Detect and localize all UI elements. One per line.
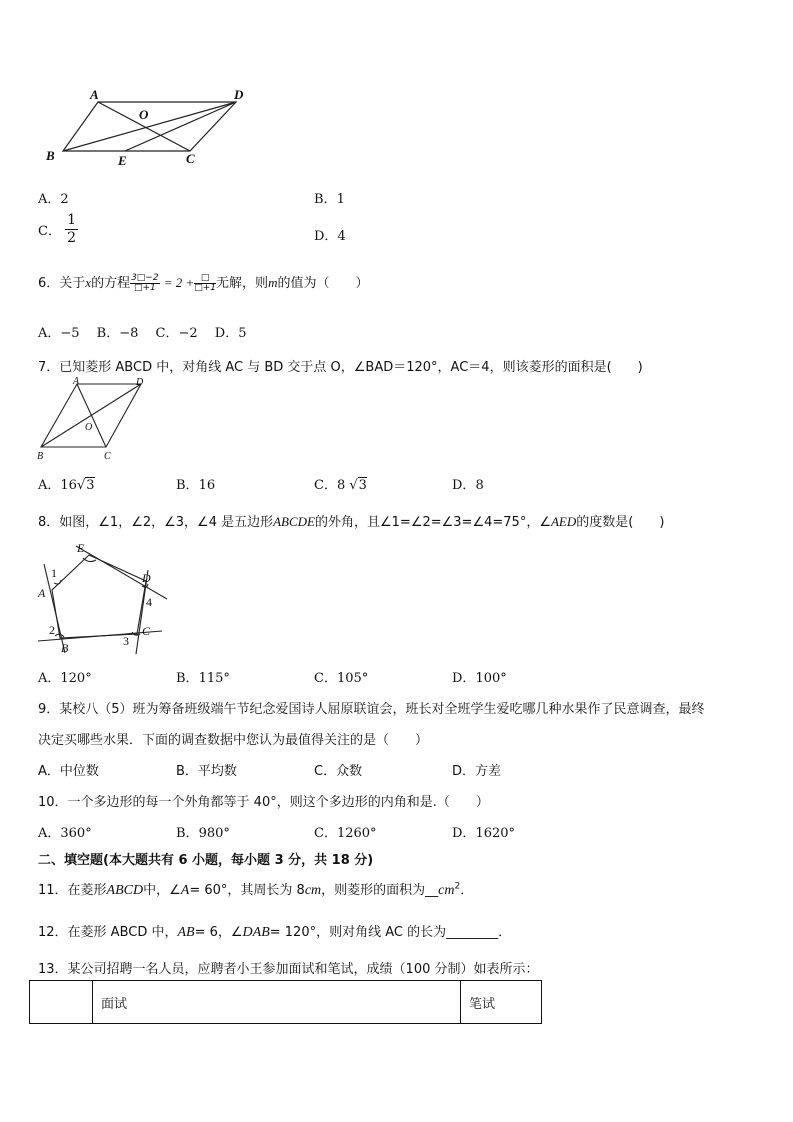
fig8-label-B: B (61, 641, 69, 655)
q9-option-b[interactable]: B．平均数 (176, 764, 237, 779)
q5-option-b[interactable]: B．1 (314, 192, 345, 207)
fig5-label-C: C (186, 151, 195, 166)
fig8-label-A: A (38, 586, 46, 600)
section-heading-fill-in: 二、填空题(本大题共有 6 小题，每小题 3 分，共 18 分) (38, 853, 374, 868)
fig7-label-B: B (37, 451, 44, 462)
fig5-label-A: A (90, 87, 99, 102)
figure-q7-rhombus (34, 376, 154, 462)
q10-option-d[interactable]: D．1620° (452, 826, 516, 841)
fig8-label-4: 4 (146, 595, 152, 609)
table-cell-written: 笔试 (461, 981, 542, 1024)
fig8-label-3: 3 (123, 634, 129, 648)
fig7-label-D: D (136, 377, 144, 388)
score-table (29, 980, 542, 1024)
fig5-label-D: D (234, 87, 244, 102)
fig8-label-1: 1 (51, 566, 57, 580)
question-7: 7．已知菱形 ABCD 中，对角线 AC 与 BD 交于点 O，∠BAD＝120°，AC＝4，则该菱形的面积是( ) (38, 360, 643, 375)
q6-options[interactable]: A．−5 B．−8 C．−2 D．5 (38, 326, 247, 341)
q10-option-b[interactable]: B．980° (176, 826, 230, 841)
fig7-label-C: C (104, 451, 111, 462)
question-11: 11．在菱形ABCD中，∠A= 60°，其周长为 8cm，则菱形的面积为$\_\_cm^2$． (38, 881, 474, 898)
q9-option-d[interactable]: D．方差 (452, 764, 502, 779)
q8-option-d[interactable]: D．100° (452, 671, 507, 686)
fig8-label-E: E (77, 541, 85, 555)
fig5-label-B: B (46, 148, 55, 163)
q10-option-a[interactable]: A．360° (38, 826, 92, 841)
fig8-label-D: D (142, 571, 151, 585)
question-6: 6．关于x的方程 $\frac{3□-2}{□+1}$ = 2 + $\frac{□}{□+1}$ 无解，则m的值为（ ） (38, 273, 369, 293)
q9-option-c[interactable]: C．众数 (314, 764, 363, 779)
figure-q5-parallelogram (38, 82, 258, 172)
q10-option-c[interactable]: C．1260° (314, 826, 377, 841)
question-13: 13．某公司招聘一名人员，应聘者小王参加面试和笔试，成绩（100 分制）如表所示： (38, 962, 539, 977)
q7-option-a[interactable]: A．16√3 (38, 478, 95, 493)
q8-option-b[interactable]: B．115° (176, 671, 230, 686)
table-cell (30, 981, 93, 1024)
question-9-line2: 决定买哪些水果．下面的调查数据中您认为最值得关注的是（ ） (38, 733, 429, 748)
q8-option-c[interactable]: C．105° (314, 671, 369, 686)
question-8: 8．如图，∠1，∠2，∠3，∠4 是五边形ABCDE的外角，且∠1=∠2=∠3=∠4=75°，∠AED的度数是( ) (38, 514, 665, 530)
question-9-line1: 9．某校八（5）班为筹备班级端午节纪念爱国诗人屈原联谊会，班长对全班学生爱吃哪几种水果作了民意调查，最终 (38, 702, 705, 717)
q7-option-c[interactable]: C．8 √3 (314, 478, 367, 493)
fig7-label-A: A (73, 376, 80, 387)
fig8-label-2: 2 (49, 623, 55, 637)
q8-option-a[interactable]: A．120° (38, 671, 92, 686)
figure-q8-pentagon (34, 536, 174, 658)
q5-option-c[interactable]: C． $\frac{1}{2}$ (38, 212, 77, 246)
fig5-label-O: O (139, 107, 149, 122)
fig7-label-O: O (85, 422, 93, 433)
q7-option-b[interactable]: B．16 (176, 478, 216, 493)
q5-option-a[interactable]: A．2 (38, 192, 69, 207)
q7-option-d[interactable]: D．8 (452, 478, 484, 493)
question-10: 10．一个多边形的每一个外角都等于 40°，则这个多边形的内角和是.（ ） (38, 795, 489, 810)
fig5-label-E: E (118, 153, 127, 168)
q9-option-a[interactable]: A．中位数 (38, 764, 99, 779)
fig8-label-C: C (142, 624, 151, 638)
question-12: 12．在菱形 ABCD 中，AB= 6，∠DAB= 120°，则对角线 AC 的长为________． (38, 925, 512, 940)
table-cell-interview: 面试 (93, 981, 461, 1024)
q5-option-d[interactable]: D．4 (314, 229, 346, 244)
table-row (30, 981, 542, 1024)
